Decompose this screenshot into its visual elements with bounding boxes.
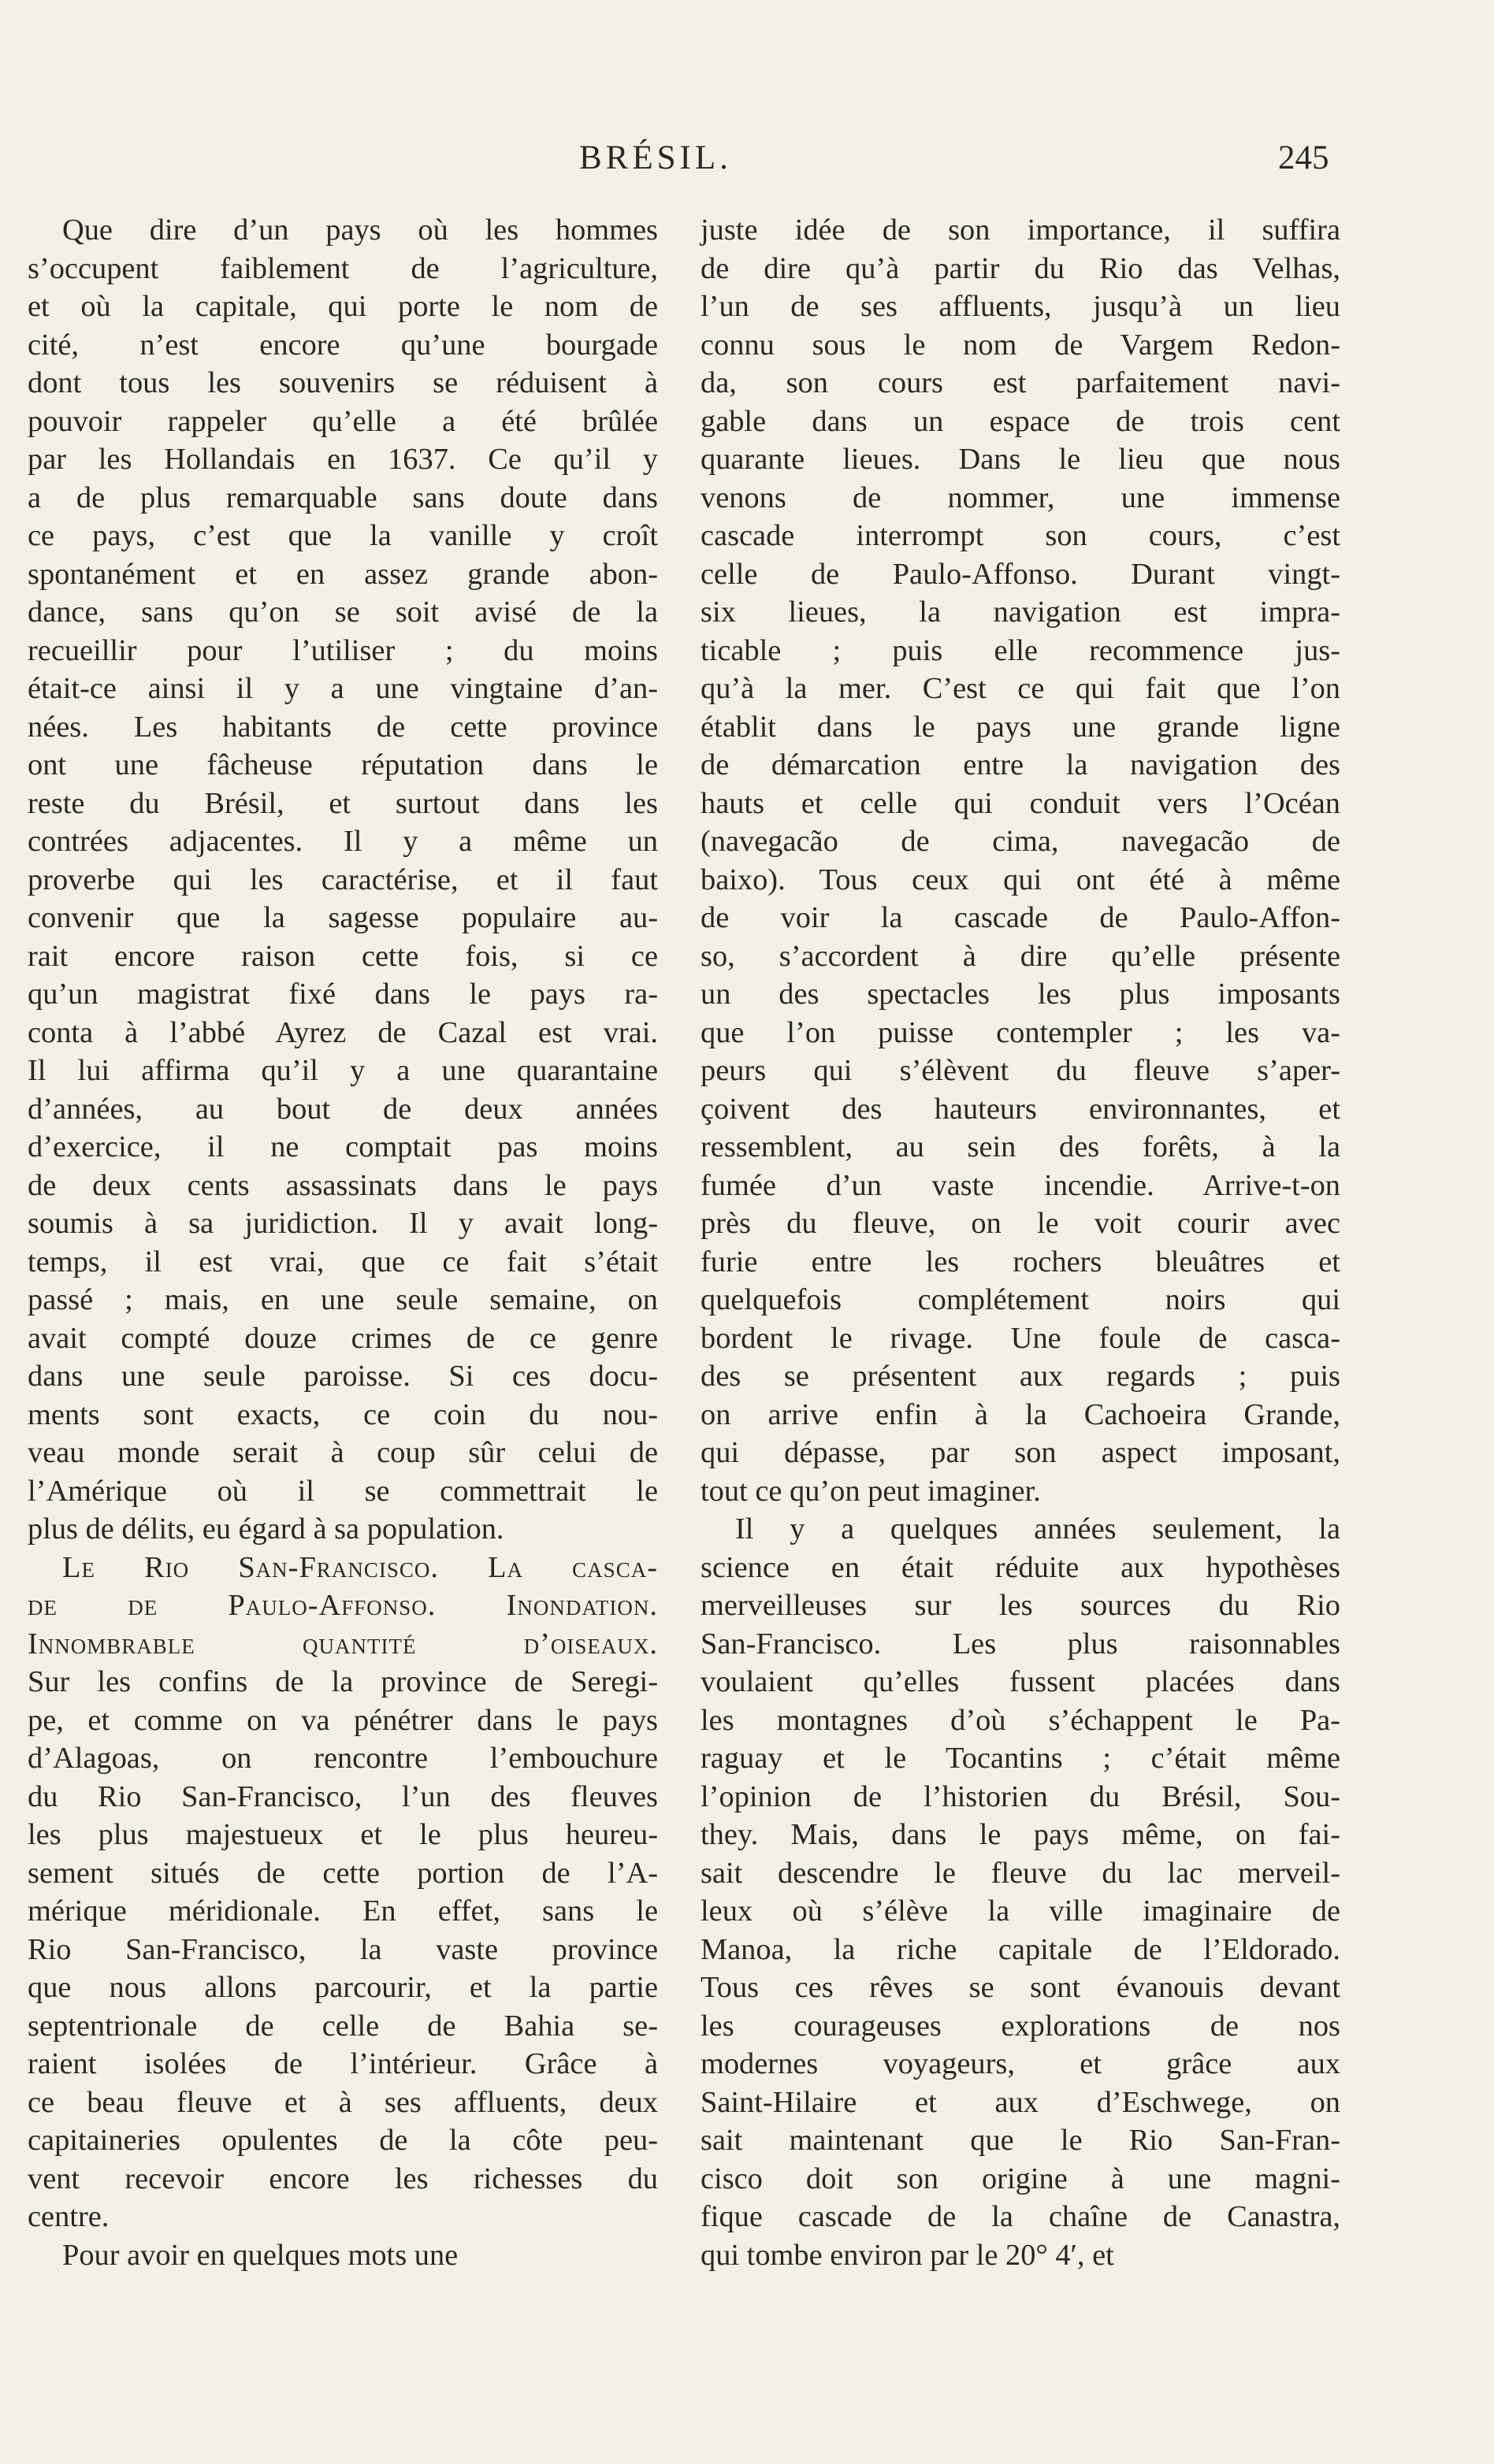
text-line: d’Alagoas, on rencontre l’embouchure <box>28 1742 658 1775</box>
text-line: bordent le rivage. Une foule de casca- <box>701 1321 1340 1355</box>
text-line: d’années, au bout de deux années <box>28 1092 658 1126</box>
text-line: ticable ; puis elle recommence jus- <box>701 633 1340 667</box>
text-line: tout ce qu’on peut imaginer. <box>701 1474 1041 1508</box>
text-line: modernes voyageurs, et grâce aux <box>701 2047 1340 2080</box>
text-line: de démarcation entre la navigation des <box>701 748 1340 781</box>
text-line: s’occupent faiblement de l’agriculture, <box>28 251 658 285</box>
text-line: septentrionale de celle de Bahia se- <box>28 2009 658 2043</box>
text-line: voulaient qu’elles fussent placées dans <box>701 1665 1340 1698</box>
text-line: venons de nommer, une immense <box>701 481 1340 514</box>
text-line: qui tombe environ par le 20° 4′, et <box>701 2238 1114 2272</box>
text-line: Sur les confins de la province de Seregi- <box>28 1665 658 1698</box>
text-line: l’opinion de l’historien du Brésil, Sou- <box>701 1779 1340 1813</box>
text-line: nées. Les habitants de cette province <box>28 710 658 744</box>
text-line: Pour avoir en quelques mots une <box>62 2238 459 2272</box>
text-line: que nous allons parcourir, et la partie <box>28 1971 658 2004</box>
text-line: l’un de ses affluents, jusqu’à un lieu <box>701 290 1340 323</box>
text-line: plus de délits, eu égard à sa population. <box>28 1512 504 1546</box>
text-line: Il lui affirma qu’il y a une quarantaine <box>28 1054 658 1087</box>
text-line: Saint-Hilaire et aux d’Eschwege, on <box>701 2085 1340 2119</box>
text-line: baixo). Tous ceux qui ont été à même <box>701 863 1340 896</box>
text-line: sait descendre le fleuve du lac merveil- <box>701 1856 1340 1890</box>
text-line: San-Francisco. Les plus raisonnables <box>701 1627 1340 1661</box>
text-line: dont tous les souvenirs se réduisent à <box>28 366 658 399</box>
text-line: dans une seule paroisse. Si ces docu- <box>28 1360 658 1393</box>
text-line: qu’un magistrat fixé dans le pays ra- <box>28 978 658 1011</box>
text-line: science en était réduite aux hypothèses <box>701 1550 1340 1584</box>
text-line: un des spectacles les plus imposants <box>701 978 1340 1011</box>
text-line: Rio San-Francisco, la vaste province <box>28 1932 658 1966</box>
text-line: cascade interrompt son cours, c’est <box>701 519 1340 552</box>
text-line: da, son cours est parfaitement navi- <box>701 366 1340 399</box>
text-line: qu’à la mer. C’est ce qui fait que l’on <box>701 672 1340 705</box>
text-line: Tous ces rêves se sont évanouis devant <box>701 1971 1340 2004</box>
text-line: Que dire d’un pays où les hommes <box>62 213 658 247</box>
text-line: convenir que la sagesse populaire au- <box>28 901 658 934</box>
text-line: six lieues, la navigation est impra- <box>701 596 1340 629</box>
text-line: quarante lieues. Dans le lieu que nous <box>701 443 1340 476</box>
text-line: temps, il est vrai, que ce fait s’était <box>28 1245 658 1278</box>
text-line: hauts et celle qui conduit vers l’Océan <box>701 786 1340 820</box>
text-line: cisco doit son origine à une magni- <box>701 2162 1340 2195</box>
text-line: raient isolées de l’intérieur. Grâce à <box>28 2047 658 2080</box>
text-line: pe, et comme on va pénétrer dans le pays <box>28 1703 658 1737</box>
text-line: ce beau fleuve et à ses affluents, deux <box>28 2085 658 2119</box>
text-line: sement situés de cette portion de l’A- <box>28 1856 658 1890</box>
text-line: on arrive enfin à la Cachoeira Grande, <box>701 1397 1340 1431</box>
page-number: 245 <box>1278 139 1329 176</box>
text-line: fumée d’un vaste incendie. Arrive-t-on <box>701 1168 1340 1202</box>
text-line: ments sont exacts, ce coin du nou- <box>28 1397 658 1431</box>
text-line: capitaineries opulentes de la côte peu- <box>28 2124 658 2157</box>
text-line: et où la capitale, qui porte le nom de <box>28 290 658 323</box>
text-line: Innombrable quantité d’oiseaux. <box>28 1627 658 1661</box>
text-line: Il y a quelques années seulement, la <box>735 1512 1340 1546</box>
text-line: Manoa, la riche capitale de l’Eldorado. <box>701 1932 1340 1966</box>
text-line: a de plus remarquable sans doute dans <box>28 481 658 514</box>
text-line: dance, sans qu’on se soit avisé de la <box>28 596 658 629</box>
text-line: les montagnes d’où s’échappent le Pa- <box>701 1703 1340 1737</box>
running-title: BRÉSIL. <box>579 139 732 176</box>
text-line: sait maintenant que le Rio San-Fran- <box>701 2124 1340 2157</box>
text-line: qui dépasse, par son aspect imposant, <box>701 1436 1340 1469</box>
text-line: ressemblent, au sein des forêts, à la <box>701 1130 1340 1163</box>
text-line: que l’on puisse contempler ; les va- <box>701 1015 1340 1049</box>
text-line: contrées adjacentes. Il y a même un <box>28 825 658 858</box>
text-line: mérique méridionale. En effet, sans le <box>28 1894 658 1928</box>
left-column <box>28 211 658 2274</box>
text-line: juste idée de son importance, il suffira <box>701 213 1340 247</box>
text-line: reste du Brésil, et surtout dans les <box>28 786 658 820</box>
text-line: ce pays, c’est que la vanille y croît <box>28 519 658 552</box>
text-line: (navegacão de cima, navegacão de <box>701 825 1340 858</box>
text-line: passé ; mais, en une seule semaine, on <box>28 1283 658 1316</box>
text-line: fique cascade de la chaîne de Canastra, <box>701 2200 1340 2233</box>
text-line: spontanément et en assez grande abon- <box>28 557 658 591</box>
text-line: établit dans le pays une grande ligne <box>701 710 1340 744</box>
text-line: de dire qu’à partir du Rio das Velhas, <box>701 251 1340 285</box>
text-line: cité, n’est encore qu’une bourgade <box>28 328 658 362</box>
text-line: ont une fâcheuse réputation dans le <box>28 748 658 781</box>
text-line: de deux cents assassinats dans le pays <box>28 1168 658 1202</box>
text-line: connu sous le nom de Vargem Redon- <box>701 328 1340 362</box>
text-line: so, s’accordent à dire qu’elle présente <box>701 939 1340 973</box>
text-line: celle de Paulo-Affonso. Durant vingt- <box>701 557 1340 591</box>
text-line: pouvoir rappeler qu’elle a été brûlée <box>28 404 658 438</box>
text-line: l’Amérique où il se commettrait le <box>28 1474 658 1508</box>
text-line: merveilleuses sur les sources du Rio <box>701 1589 1340 1622</box>
text-line: était-ce ainsi il y a une vingtaine d’an- <box>28 672 658 705</box>
text-line: d’exercice, il ne comptait pas moins <box>28 1130 658 1163</box>
text-line: peurs qui s’élèvent du fleuve s’aper- <box>701 1054 1340 1087</box>
text-line: près du fleuve, on le voit courir avec <box>701 1207 1340 1240</box>
text-line: çoivent des hauteurs environnantes, et <box>701 1092 1340 1126</box>
text-line: proverbe qui les caractérise, et il faut <box>28 863 658 896</box>
text-line: veau monde serait à coup sûr celui de <box>28 1436 658 1469</box>
text-line: de de Paulo-Affonso. Inondation. <box>28 1589 658 1622</box>
right-column <box>701 211 1340 2274</box>
text-line: soumis à sa juridiction. Il y avait long- <box>28 1207 658 1240</box>
text-line: les courageuses explorations de nos <box>701 2009 1340 2043</box>
text-line: rait encore raison cette fois, si ce <box>28 939 658 973</box>
text-line: raguay et le Tocantins ; c’était même <box>701 1742 1340 1775</box>
text-line: avait compté douze crimes de ce genre <box>28 1321 658 1355</box>
text-line: les plus majestueux et le plus heureu- <box>28 1818 658 1851</box>
text-line: gable dans un espace de trois cent <box>701 404 1340 438</box>
text-line: leux où s’élève la ville imaginaire de <box>701 1894 1340 1928</box>
text-line: centre. <box>28 2200 110 2233</box>
text-line: conta à l’abbé Ayrez de Cazal est vrai. <box>28 1015 658 1049</box>
text-line: furie entre les rochers bleuâtres et <box>701 1245 1340 1278</box>
text-line: par les Hollandais en 1637. Ce qu’il y <box>28 443 658 476</box>
text-line: they. Mais, dans le pays même, on fai- <box>701 1818 1340 1851</box>
text-line: quelquefois complétement noirs qui <box>701 1283 1340 1316</box>
text-line: Le Rio San-Francisco. La casca- <box>62 1550 658 1584</box>
text-line: recueillir pour l’utiliser ; du moins <box>28 633 658 667</box>
text-line: du Rio San-Francisco, l’un des fleuves <box>28 1779 658 1813</box>
text-line: vent recevoir encore les richesses du <box>28 2162 658 2195</box>
text-line: des se présentent aux regards ; puis <box>701 1360 1340 1393</box>
text-line: de voir la cascade de Paulo-Affon- <box>701 901 1340 934</box>
running-head <box>0 139 1494 186</box>
